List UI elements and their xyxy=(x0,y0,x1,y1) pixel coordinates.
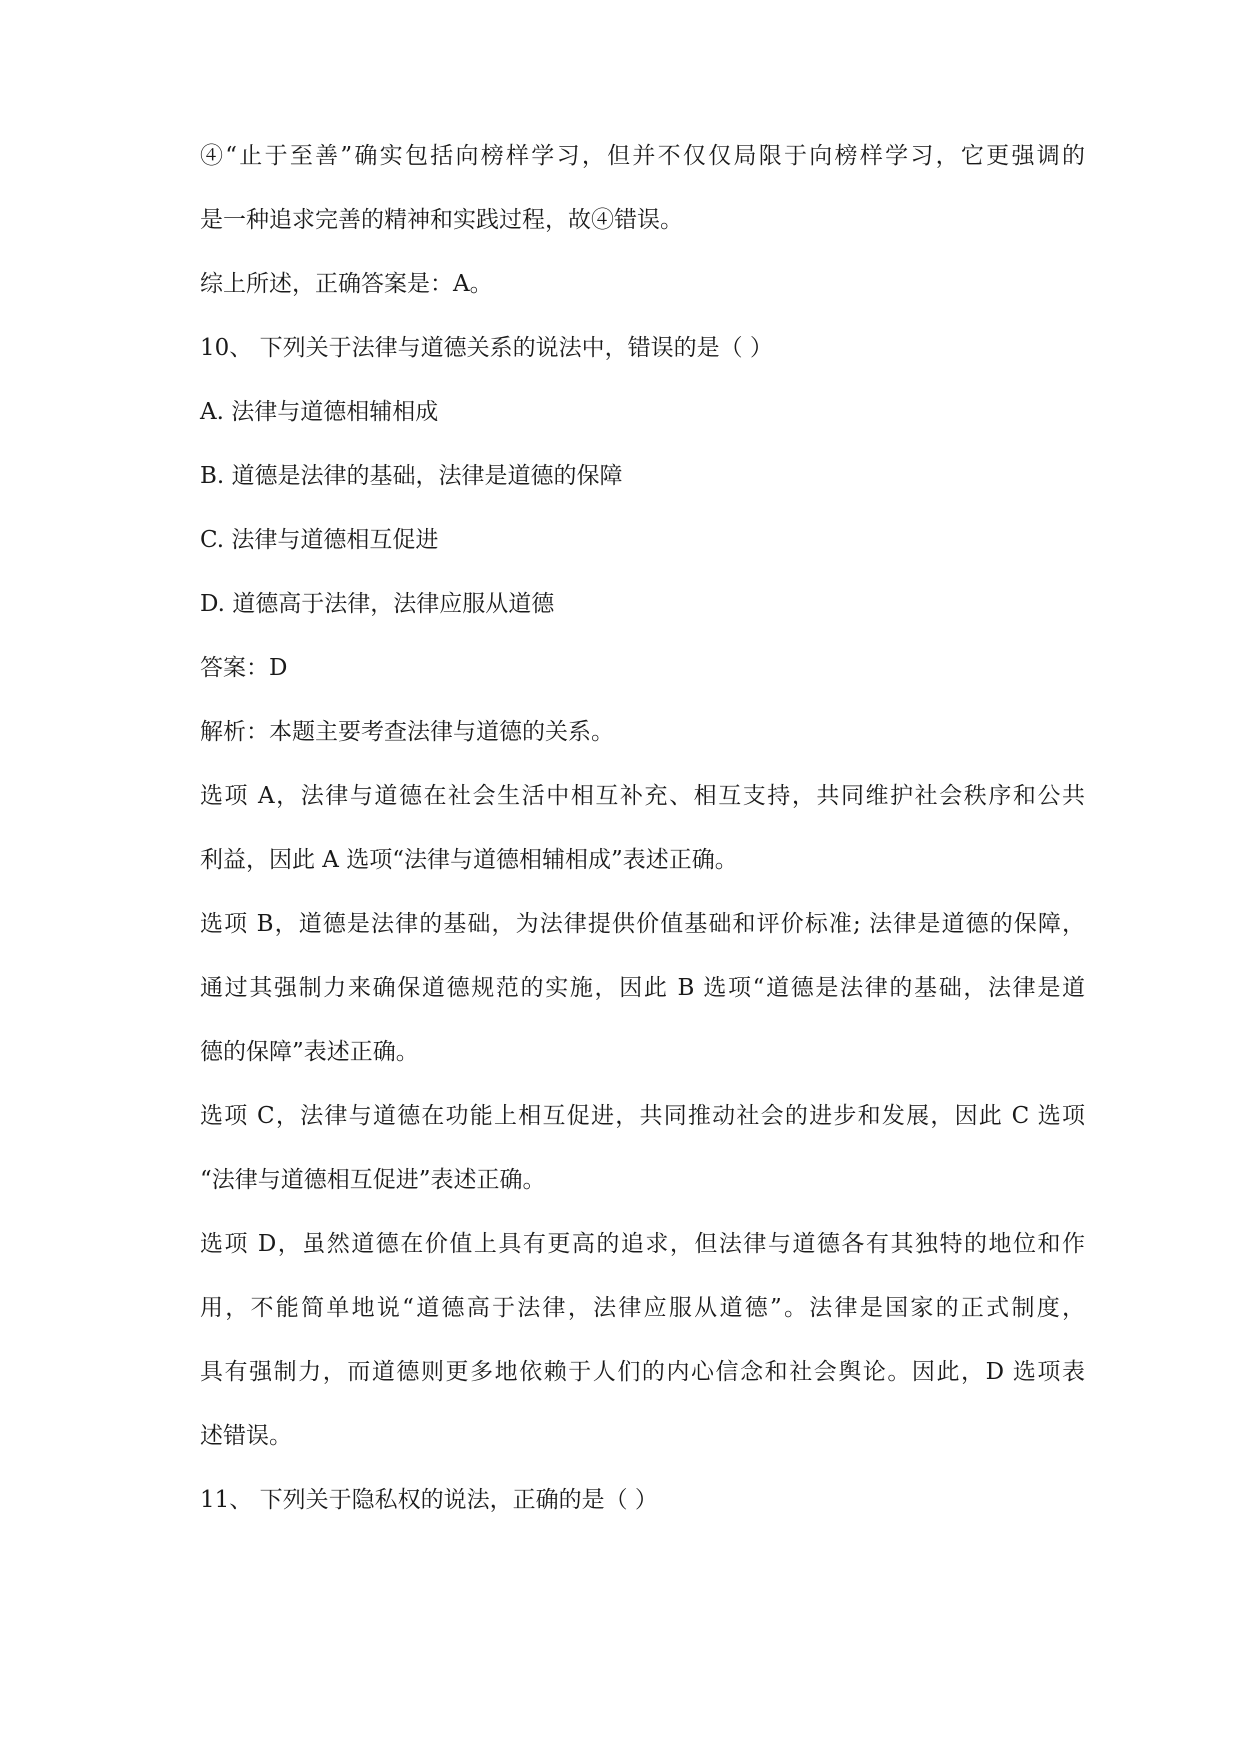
analysis-option-a xyxy=(200,780,1085,908)
analysis-line: 通过其强制力来确保道德规范的实施，因此 B 选项“道德是法律的基础，法律是道 xyxy=(200,975,1085,1001)
question-10-stem: 10、 下列关于法律与道德关系的说法中，错误的是（ ） xyxy=(200,335,773,361)
answer-line: 答案：D xyxy=(200,655,288,681)
analysis-line: 选项 B，道德是法律的基础，为法律提供价值基础和评价标准; 法律是道德的保障， xyxy=(200,911,1085,937)
summary-line: 综上所述，正确答案是：A。 xyxy=(200,271,493,297)
analysis-line: 选项 D，虽然道德在价值上具有更高的追求，但法律与道德各有其独特的地位和作 xyxy=(200,1231,1085,1257)
analysis-option-c xyxy=(200,1100,1085,1228)
previous-explanation xyxy=(200,140,1085,268)
analysis-line: “法律与道德相互促进”表述正确。 xyxy=(200,1167,546,1193)
option-b: B. 道德是法律的基础，法律是道德的保障 xyxy=(200,463,623,489)
analysis-line: 具有强制力，而道德则更多地依赖于人们的内心信念和社会舆论。因此，D 选项表 xyxy=(200,1359,1085,1385)
analysis-line: 用，不能简单地说“道德高于法律，法律应服从道德”。法律是国家的正式制度， xyxy=(200,1295,1085,1321)
analysis-line: 选项 A，法律与道德在社会生活中相互补充、相互支持，共同维护社会秩序和公共 xyxy=(200,783,1085,809)
analysis-line: 德的保障”表述正确。 xyxy=(200,1039,419,1065)
option-c: C. 法律与道德相互促进 xyxy=(200,527,439,553)
analysis-line: 利益，因此 A 选项“法律与道德相辅相成”表述正确。 xyxy=(200,847,738,873)
explanation-line: ④“止于至善”确实包括向榜样学习，但并不仅仅局限于向榜样学习，它更强调的 xyxy=(200,143,1085,169)
analysis-intro: 解析：本题主要考查法律与道德的关系。 xyxy=(200,719,614,745)
analysis-option-b xyxy=(200,908,1085,1100)
document-content xyxy=(200,140,1085,1548)
analysis-option-d xyxy=(200,1228,1085,1484)
explanation-line: 是一种追求完善的精神和实践过程，故④错误。 xyxy=(200,207,683,233)
option-d: D. 道德高于法律，法律应服从道德 xyxy=(200,591,555,617)
analysis-line: 述错误。 xyxy=(200,1423,292,1449)
question-11-stem: 11、 下列关于隐私权的说法，正确的是（ ） xyxy=(200,1487,658,1513)
option-a: A. 法律与道德相辅相成 xyxy=(200,399,439,425)
analysis-line: 选项 C，法律与道德在功能上相互促进，共同推动社会的进步和发展，因此 C 选项 xyxy=(200,1103,1085,1129)
